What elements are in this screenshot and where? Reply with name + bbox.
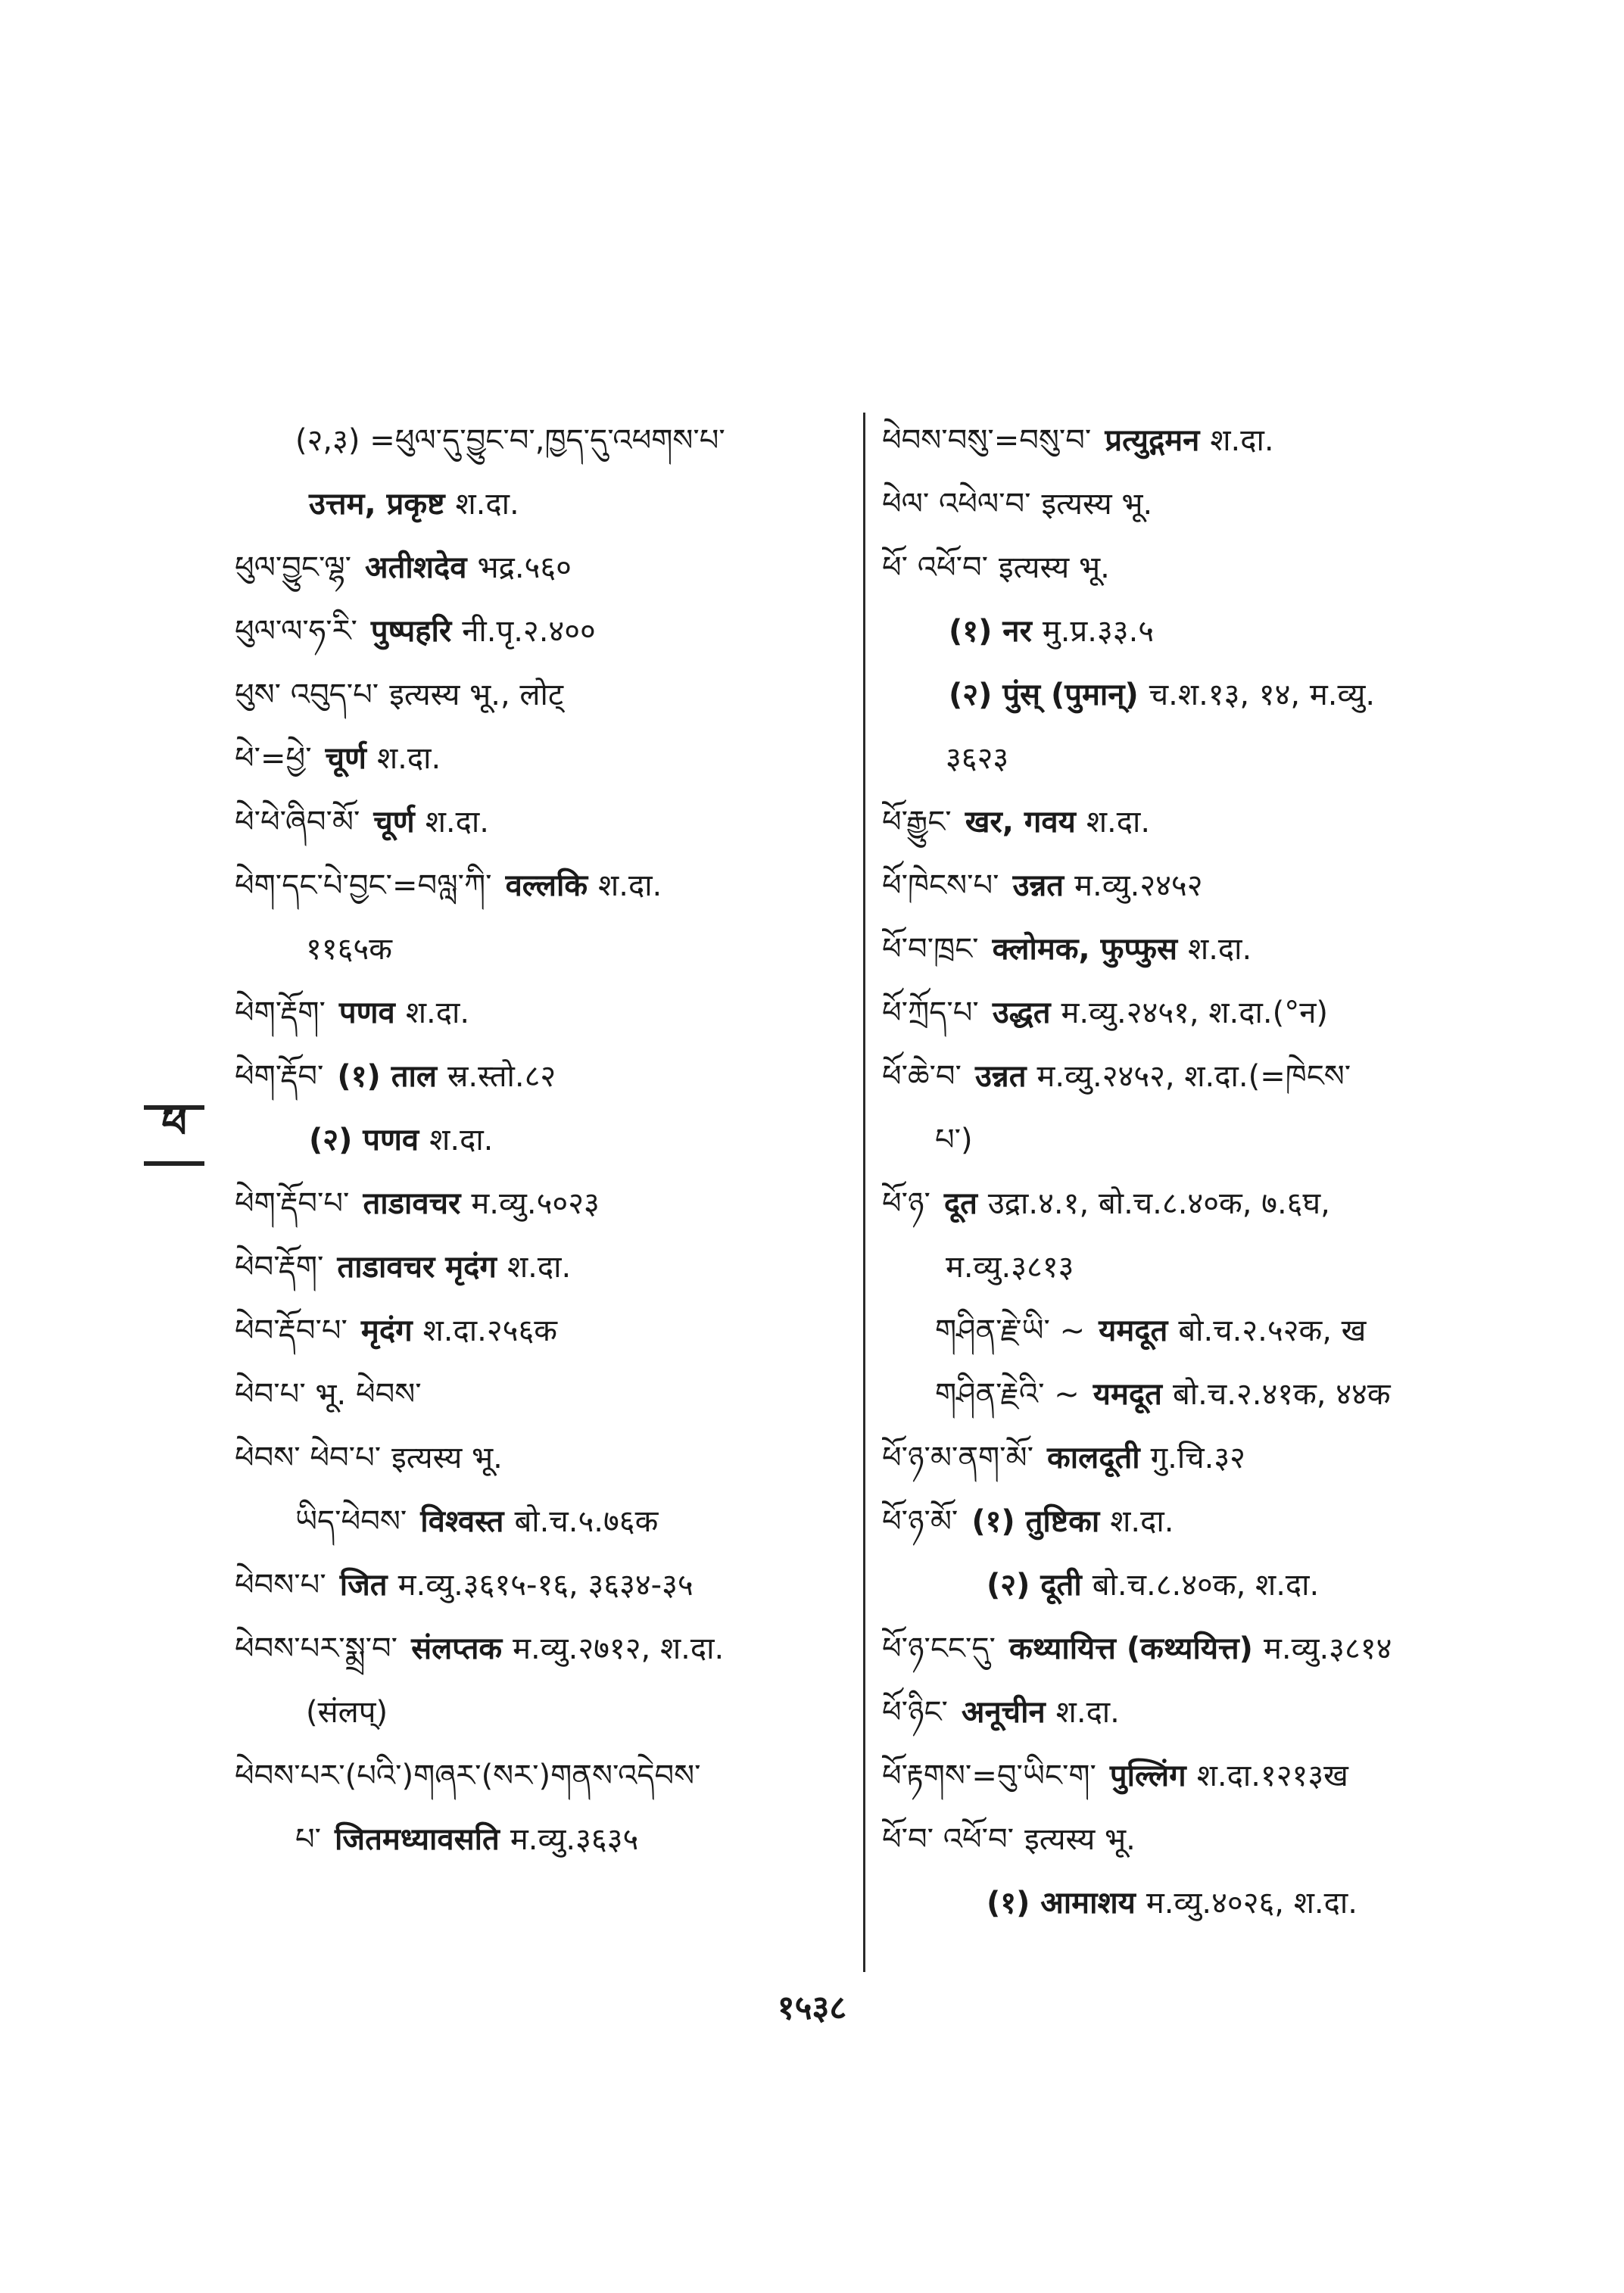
- source-reference: म.व्यु.३६१५-१६, ३६३४-३५: [397, 1568, 694, 1603]
- source-reference: म.व्यु.२४५२: [1074, 868, 1203, 903]
- tibetan-headword: ཕོ་ཉ་: [882, 1186, 930, 1221]
- source-reference: गु.चि.३२: [1150, 1441, 1245, 1475]
- source-reference: म.व्यु.२४५२, श.दा.(=ཁེངས་: [1036, 1059, 1351, 1094]
- tibetan-headword: ཕེ་ཕེ་ཞིབ་མོ་: [235, 805, 360, 840]
- tibetan-headword: ཕོ་ཉ་མོ་: [882, 1504, 959, 1539]
- sanskrit-equivalent: जितमध्यावसति: [335, 1822, 500, 1857]
- sanskrit-equivalent: अतीशदेव: [365, 550, 467, 585]
- source-reference: श.दा.: [507, 1250, 572, 1285]
- sanskrit-equivalent: चूर्ण: [373, 805, 415, 840]
- tibetan-headword: གཤིན་རྗེ་ཡི་ ~: [935, 1313, 1086, 1348]
- dictionary-entry-line: [235, 1744, 856, 1808]
- dictionary-entry-line: [882, 1553, 1503, 1617]
- sanskrit-equivalent: यमदूत: [1099, 1313, 1168, 1348]
- dictionary-entry-line: [882, 1108, 1503, 1172]
- source-reference: बो.च.२.४१क, ४४क: [1172, 1377, 1391, 1412]
- source-reference: (संलप्): [306, 1695, 388, 1730]
- sanskrit-equivalent: प्रत्युद्गमन: [1105, 423, 1200, 458]
- source-reference: म.व्यु.३६३५: [510, 1822, 639, 1857]
- sanskrit-equivalent: मृदंग: [360, 1313, 413, 1348]
- tibetan-headword: ཕེབ་པ་ भू. ཕེབས་: [235, 1377, 422, 1412]
- tibetan-headword: ཕོ་ཁེངས་པ་: [882, 868, 999, 903]
- sanskrit-equivalent: कथ्यायित्त (कथ्ययित्त): [1008, 1631, 1253, 1666]
- tibetan-headword: ཕོ་ འཕོ་བ་: [882, 550, 989, 585]
- right-column: [882, 409, 1503, 1935]
- tibetan-headword: (२,३) =ཕུལ་དུ་བྱུང་བ་,ཁྱད་དུ་འཕགས་པ་: [295, 423, 725, 458]
- sanskrit-equivalent: कालदूती: [1047, 1441, 1140, 1475]
- tibetan-headword: ཕེག་རྡོབ་པ་: [235, 1186, 350, 1221]
- sanskrit-equivalent: क्लोमक, फुप्फुस: [992, 932, 1178, 967]
- dictionary-entry-line: [235, 1363, 856, 1426]
- dictionary-entry-line: [882, 663, 1503, 727]
- dictionary-entry-line: [235, 600, 856, 663]
- tibetan-headword: ཕེག་རྡོབ་: [235, 1059, 324, 1094]
- dictionary-entry-line: [882, 1617, 1503, 1681]
- source-reference: नी.पृ.२.४००: [462, 614, 596, 649]
- source-reference: श.दा.१२१३ख: [1196, 1759, 1348, 1793]
- dictionary-entry-line: [235, 1172, 856, 1235]
- dictionary-entry-line: [882, 1490, 1503, 1553]
- source-reference: श.दा.: [425, 805, 489, 840]
- source-reference: म.व्यु.३८१३: [946, 1250, 1074, 1285]
- dictionary-entry-line: [882, 1045, 1503, 1108]
- sanskrit-equivalent: ताडावचर मृदंग: [337, 1250, 497, 1285]
- tibetan-headword: ཕེབ་རྡོབ་པ་: [235, 1313, 348, 1348]
- tibetan-headword: ཕོ་རྒྱུང་: [882, 805, 952, 840]
- tibetan-headword: ཡིད་ཕེབས་: [295, 1504, 407, 1539]
- tibetan-headword: ཕེག་རྡོག་: [235, 995, 326, 1030]
- sanskrit-equivalent: अनूचीन: [961, 1695, 1046, 1730]
- dictionary-entry-line: [882, 536, 1503, 600]
- sanskrit-equivalent: ताडावचर: [363, 1186, 461, 1221]
- dictionary-entry-line: [882, 981, 1503, 1045]
- sanskrit-equivalent: उन्नत: [1012, 868, 1064, 903]
- sanskrit-equivalent: चूर्ण: [325, 741, 366, 776]
- sanskrit-equivalent: पुल्लिंग: [1109, 1759, 1186, 1793]
- source-reference: श.दा.: [405, 995, 470, 1030]
- sanskrit-equivalent: (१) ताल: [337, 1059, 437, 1094]
- source-reference: ११६५क: [306, 932, 392, 967]
- dictionary-entry-line: [882, 1426, 1503, 1490]
- dictionary-entry-line: [235, 1235, 856, 1299]
- tibetan-headword: ཕོ་ཆེ་བ་: [882, 1059, 962, 1094]
- dictionary-entry-line: [235, 1553, 856, 1617]
- source-reference: इत्यस्य भू.: [1024, 1822, 1136, 1857]
- source-reference: इत्यस्य भू.: [391, 1441, 503, 1475]
- sanskrit-equivalent: (२) पणव: [309, 1123, 419, 1157]
- dictionary-entry-line: [235, 918, 856, 981]
- source-reference: श.दा.: [376, 741, 441, 776]
- sanskrit-equivalent: (२) पुंस् (पुमान्): [949, 678, 1139, 712]
- dictionary-entry-line: [882, 1871, 1503, 1935]
- tibetan-headword: ཕེབས་ ཕེབ་པ་: [235, 1441, 382, 1475]
- tibetan-headword: ཕོ་ཉིང་: [882, 1695, 948, 1730]
- sanskrit-equivalent: उत्तम, प्रकृष्ट: [309, 487, 445, 522]
- dictionary-entry-line: [882, 854, 1503, 918]
- dictionary-entry-line: [882, 1681, 1503, 1744]
- dictionary-entry-line: [235, 1299, 856, 1363]
- dictionary-entry-line: [235, 727, 856, 790]
- dictionary-entry-line: [235, 663, 856, 727]
- column-divider: [863, 413, 865, 1972]
- dictionary-entry-line: [235, 1681, 856, 1744]
- tibetan-headword: ཕེབས་པར་སྨྲ་བ་: [235, 1631, 398, 1666]
- tibetan-headword: གཤིན་རྗེའི་ ~: [935, 1377, 1080, 1412]
- left-column: [235, 409, 856, 1871]
- source-reference: ३६२३: [946, 741, 1009, 776]
- source-reference: इत्यस्य भू.: [999, 550, 1110, 585]
- dictionary-entry-line: [882, 1235, 1503, 1299]
- dictionary-entry-line: [882, 790, 1503, 854]
- tibetan-headword: པ་): [935, 1123, 973, 1157]
- dictionary-entry-line: [235, 1617, 856, 1681]
- source-reference: इत्यस्य भू.: [1041, 487, 1153, 522]
- dictionary-entry-line: [882, 1172, 1503, 1235]
- tibetan-headword: ཕོ་ཀྲོད་པ་: [882, 995, 979, 1030]
- tibetan-headword: པ་: [295, 1822, 322, 1857]
- sanskrit-equivalent: वल्लकि: [505, 868, 588, 903]
- source-reference: स्र.स्तो.८२: [447, 1059, 556, 1094]
- sanskrit-equivalent: जित: [339, 1568, 388, 1603]
- source-reference: बो.च.८.४०क, श.दा.: [1092, 1568, 1320, 1603]
- tibetan-headword: ཕོ་ཉ་ངང་དུ་: [882, 1631, 996, 1666]
- dictionary-entry-line: [235, 1426, 856, 1490]
- dictionary-entry-line: [235, 1490, 856, 1553]
- dictionary-entry-line: [882, 727, 1503, 790]
- tibetan-headword: ཕེབས་པ་: [235, 1568, 326, 1603]
- dictionary-entry-line: [235, 409, 856, 472]
- sanskrit-equivalent: संलप्तक: [411, 1631, 503, 1666]
- sanskrit-equivalent: उद्धत: [992, 995, 1051, 1030]
- dictionary-entry-line: [235, 1045, 856, 1108]
- sanskrit-equivalent: पणव: [338, 995, 395, 1030]
- source-reference: श.दा.: [455, 487, 519, 522]
- sanskrit-equivalent: दूत: [943, 1186, 977, 1221]
- dictionary-entry-line: [882, 472, 1503, 536]
- source-reference: बो.च.२.५२क, ख: [1178, 1313, 1367, 1348]
- sanskrit-equivalent: विश्वस्त: [420, 1504, 504, 1539]
- dictionary-entry-line: [882, 1744, 1503, 1808]
- sanskrit-equivalent: (१) तुष्टिका: [971, 1504, 1100, 1539]
- dictionary-entry-line: [235, 790, 856, 854]
- tibetan-headword: ཕོ་བ་ཁྲང་: [882, 932, 979, 967]
- tibetan-headword: ཕུལ་ལ་ཧ་རི་: [235, 614, 357, 649]
- dictionary-entry-line: [882, 1808, 1503, 1871]
- tibetan-headword: ཕེལ་ འཕེལ་བ་: [882, 487, 1031, 522]
- section-letter-mark: ཕ: [144, 1105, 204, 1166]
- dictionary-entry-line: [235, 472, 856, 536]
- source-reference: श.दा.: [1110, 1504, 1174, 1539]
- sanskrit-equivalent: खर, गवय: [965, 805, 1076, 840]
- dictionary-entry-line: [882, 409, 1503, 472]
- dictionary-entry-line: [882, 1299, 1503, 1363]
- tibetan-headword: ཕོ་རྟགས་=བུ་ཡིང་ག་: [882, 1759, 1096, 1793]
- source-reference: उद्रा.४.१, बो.च.८.४०क, ७.६घ,: [987, 1186, 1330, 1221]
- sanskrit-equivalent: (२) दूती: [987, 1568, 1082, 1603]
- dictionary-entry-line: [235, 1808, 856, 1871]
- source-reference: श.दा.: [1086, 805, 1151, 840]
- source-reference: श.दा.: [598, 868, 662, 903]
- tibetan-headword: ཕོ་བ་ འཕོ་བ་: [882, 1822, 1015, 1857]
- tibetan-headword: ཕོ་ཉ་མ་ནག་མོ་: [882, 1441, 1034, 1475]
- dictionary-entry-line: [882, 918, 1503, 981]
- source-reference: श.दा.: [429, 1123, 494, 1157]
- source-reference: म.व्यु.३८१४: [1263, 1631, 1392, 1666]
- tibetan-headword: ཕུས་ འབུད་པ་: [235, 678, 379, 712]
- source-reference: मु.प्र.३३.५: [1042, 614, 1155, 649]
- sanskrit-equivalent: (१) आमाशय: [987, 1886, 1136, 1921]
- source-reference: इत्यस्य भू., लोट्: [389, 678, 564, 712]
- source-reference: भद्र.५६०: [477, 550, 572, 585]
- tibetan-headword: ཕུལ་བྱུང་ལྷ་: [235, 550, 352, 585]
- source-reference: म.व्यु.४०२६, श.दा.: [1146, 1886, 1357, 1921]
- source-reference: बो.च.५.७६क: [514, 1504, 659, 1539]
- source-reference: श.दा.: [1188, 932, 1252, 967]
- sanskrit-equivalent: यमदूत: [1093, 1377, 1162, 1412]
- source-reference: म.व्यु.२४५१, श.दा.(°न): [1061, 995, 1328, 1030]
- dictionary-entry-line: [235, 981, 856, 1045]
- sanskrit-equivalent: पुष्पहरि: [370, 614, 452, 649]
- source-reference: च.श.१३, १४, म.व्यु.: [1149, 678, 1376, 712]
- page-number: १५३८: [777, 1989, 847, 2027]
- tibetan-headword: ཕེག་དང་པེ་བྱང་=བལླ་ཀི་: [235, 868, 492, 903]
- sanskrit-equivalent: उन्नत: [974, 1059, 1027, 1094]
- tibetan-headword: ཕེབས་བསུ་=བསུ་བ་: [882, 423, 1092, 458]
- source-reference: म.व्यु.२७१२, श.दा.: [513, 1631, 725, 1666]
- source-reference: म.व्यु.५०२३: [471, 1186, 600, 1221]
- tibetan-headword: ཕེབས་པར་(པའི་)གཞར་(སར་)གནས་འདེབས་: [235, 1759, 701, 1793]
- source-reference: श.दा.२५६क: [422, 1313, 557, 1348]
- dictionary-entry-line: [235, 536, 856, 600]
- dictionary-entry-line: [882, 600, 1503, 663]
- dictionary-entry-line: [882, 1363, 1503, 1426]
- source-reference: श.दा.: [1055, 1695, 1120, 1730]
- source-reference: श.दा.: [1210, 423, 1274, 458]
- tibetan-headword: ཕེབ་རྡོག་: [235, 1250, 324, 1285]
- sanskrit-equivalent: (१) नर: [949, 614, 1032, 649]
- dictionary-entry-line: [235, 854, 856, 918]
- tibetan-headword: ཕེ་=ཕྱེ་: [235, 741, 312, 776]
- dictionary-entry-line: [235, 1108, 856, 1172]
